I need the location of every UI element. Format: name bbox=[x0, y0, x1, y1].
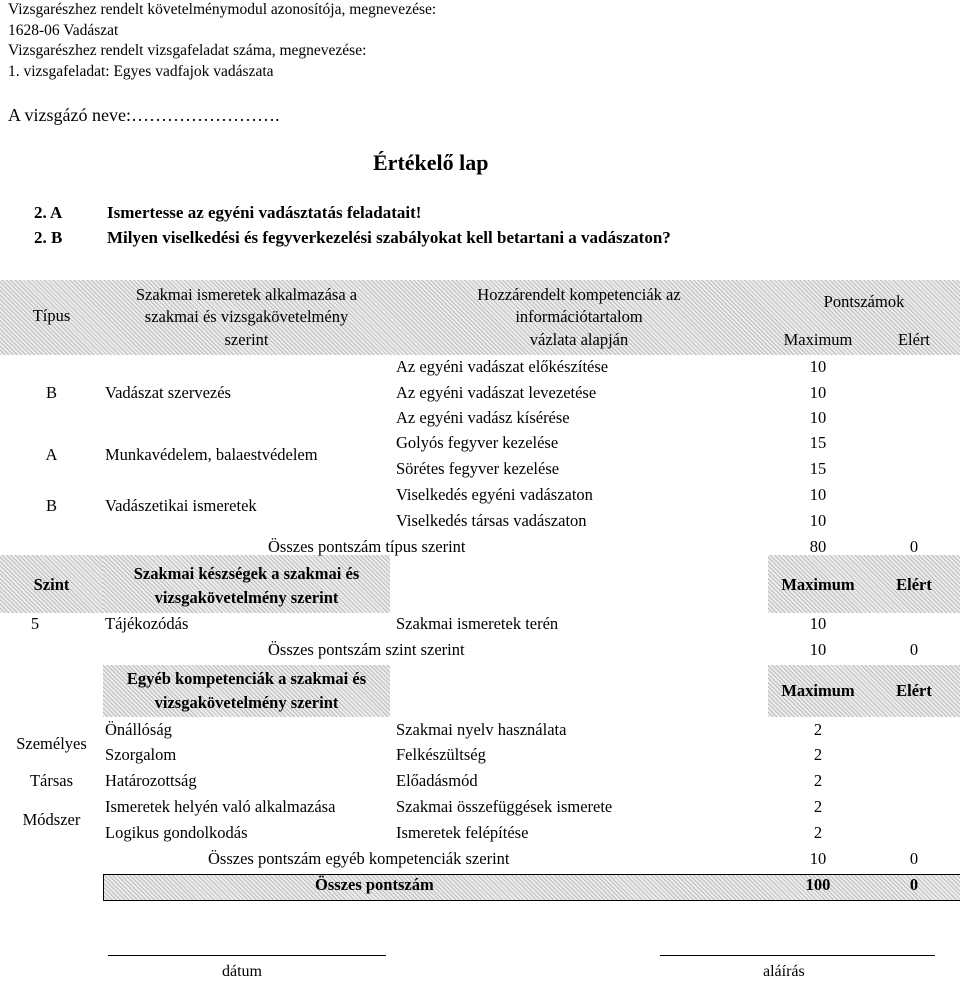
grid-line bbox=[103, 900, 960, 901]
header-line-module-label: Vizsgarészhez rendelt követelménymodul azonosítója, megnevezése: bbox=[8, 1, 437, 18]
header-komp-1: Hozzárendelt kompetenciák az bbox=[477, 285, 681, 304]
header-line-task-label: Vizsgarészhez rendelt vizsgafeladat száma, megnevezése: bbox=[8, 42, 367, 59]
header-szakmai-2: szakmai és vizsgakövetelmény bbox=[144, 307, 349, 326]
header-tipus: Típus bbox=[32, 306, 71, 325]
header-komp-3: vázlata alapján bbox=[529, 330, 629, 349]
item-text: Viselkedés egyéni vadászaton bbox=[396, 485, 593, 504]
item-max: 10 bbox=[809, 408, 827, 427]
group-tarsas: Társas bbox=[29, 771, 74, 790]
group-area-2: Munkavédelem, balaestvédelem bbox=[105, 445, 318, 464]
other-right: Szakmai összefüggések ismerete bbox=[396, 797, 613, 816]
item-max: 15 bbox=[809, 433, 827, 452]
item-max: 10 bbox=[809, 383, 827, 402]
other-right: Felkészültség bbox=[396, 745, 486, 764]
other-left: Ismeretek helyén való alkalmazása bbox=[105, 797, 336, 816]
other-left: Szorgalom bbox=[105, 745, 177, 764]
date-line bbox=[108, 955, 386, 956]
skills-header-maximum: Maximum bbox=[781, 575, 855, 594]
group-type-1: B bbox=[45, 383, 57, 402]
other-right: Előadásmód bbox=[396, 771, 478, 790]
item-text: Viselkedés társas vadászaton bbox=[396, 511, 587, 530]
item-max: 10 bbox=[809, 511, 827, 530]
total-level-achieved: 0 bbox=[909, 640, 919, 659]
header-line-task: 1. vizsgafeladat: Egyes vadfajok vadászata bbox=[8, 62, 274, 80]
skill-name: Tájékozódás bbox=[105, 614, 189, 633]
header-szakmai-3: szerint bbox=[224, 330, 269, 349]
other-header-elert: Elért bbox=[896, 681, 932, 700]
header-szakmai-1: Szakmai ismeretek alkalmazása a bbox=[135, 285, 358, 304]
total-type-achieved: 0 bbox=[909, 537, 919, 556]
other-max: 2 bbox=[813, 720, 823, 739]
header-maximum: Maximum bbox=[783, 330, 853, 349]
skills-header-1: Szakmai készségek a szakmai és bbox=[133, 564, 360, 583]
task-text-b: Milyen viselkedési és fegyverkezelési szabályokat kell betartani a vadászaton? bbox=[107, 228, 671, 247]
other-right: Szakmai nyelv használata bbox=[396, 720, 567, 739]
page-title: Értékelő lap bbox=[373, 150, 489, 175]
grid-line bbox=[103, 874, 104, 901]
item-text: Golyós fegyver kezelése bbox=[396, 433, 559, 452]
group-area-3: Vadászetikai ismeretek bbox=[105, 496, 257, 515]
document-header bbox=[8, 0, 436, 82]
examinee-name-field[interactable]: A vizsgázó neve:……………………. bbox=[8, 105, 280, 125]
skill-max: 10 bbox=[809, 614, 827, 633]
total-other-achieved: 0 bbox=[909, 849, 919, 868]
group-area-1: Vadászat szervezés bbox=[105, 383, 231, 402]
header-szint: Szint bbox=[33, 575, 70, 594]
total-level-max: 10 bbox=[809, 640, 827, 659]
task-text-a: Ismertesse az egyéni vadásztatás feladatait! bbox=[107, 203, 422, 222]
other-max: 2 bbox=[813, 797, 823, 816]
header-pontszamok: Pontszámok bbox=[823, 292, 905, 311]
skills-header-elert: Elért bbox=[896, 575, 932, 594]
grand-total-max: 100 bbox=[805, 875, 831, 894]
group-type-3: B bbox=[45, 496, 57, 515]
item-text: Sörétes fegyver kezelése bbox=[396, 459, 560, 478]
other-left: Határozottság bbox=[105, 771, 197, 790]
task-code-a: 2. A bbox=[34, 203, 63, 222]
other-max: 2 bbox=[813, 823, 823, 842]
group-type-2: A bbox=[45, 445, 58, 464]
other-header-2: vizsgakövetelmény szerint bbox=[154, 693, 339, 712]
task-code-b: 2. B bbox=[34, 228, 63, 247]
other-max: 2 bbox=[813, 771, 823, 790]
total-level-label: Összes pontszám szint szerint bbox=[268, 640, 465, 659]
group-modszer: Módszer bbox=[22, 810, 81, 829]
date-label: dátum bbox=[222, 963, 262, 980]
other-max: 2 bbox=[813, 745, 823, 764]
other-header-1: Egyéb kompetenciák a szakmai és bbox=[126, 669, 367, 688]
other-left: Logikus gondolkodás bbox=[105, 823, 248, 842]
item-max: 10 bbox=[809, 485, 827, 504]
total-type-label: Összes pontszám típus szerint bbox=[268, 537, 466, 556]
group-szemelyes: Személyes bbox=[16, 734, 87, 753]
other-left: Önállóság bbox=[105, 720, 172, 739]
total-type-max: 80 bbox=[809, 537, 827, 556]
item-text: Az egyéni vadászat levezetése bbox=[396, 383, 597, 402]
skill-area: Szakmai ismeretek terén bbox=[396, 614, 559, 633]
header-komp-2: információtartalom bbox=[515, 307, 643, 326]
other-header-maximum: Maximum bbox=[781, 681, 855, 700]
header-line-module: 1628-06 Vadászat bbox=[8, 21, 119, 39]
header-elert: Elért bbox=[897, 330, 931, 349]
item-text: Az egyéni vadászat előkészítése bbox=[396, 357, 609, 376]
total-other-max: 10 bbox=[809, 849, 827, 868]
grand-total-achieved: 0 bbox=[909, 875, 919, 894]
total-other-label: Összes pontszám egyéb kompetenciák szerint bbox=[208, 849, 510, 868]
grand-total-label: Összes pontszám bbox=[315, 875, 434, 894]
signature-label: aláírás bbox=[763, 963, 805, 980]
signature-line bbox=[660, 955, 935, 956]
other-right: Ismeretek felépítése bbox=[396, 823, 529, 842]
skills-header-2: vizsgakövetelmény szerint bbox=[154, 588, 339, 607]
item-max: 15 bbox=[809, 459, 827, 478]
item-max: 10 bbox=[809, 357, 827, 376]
item-text: Az egyéni vadász kísérése bbox=[396, 408, 570, 427]
skill-level: 5 bbox=[30, 614, 40, 633]
grid-line bbox=[103, 874, 960, 875]
